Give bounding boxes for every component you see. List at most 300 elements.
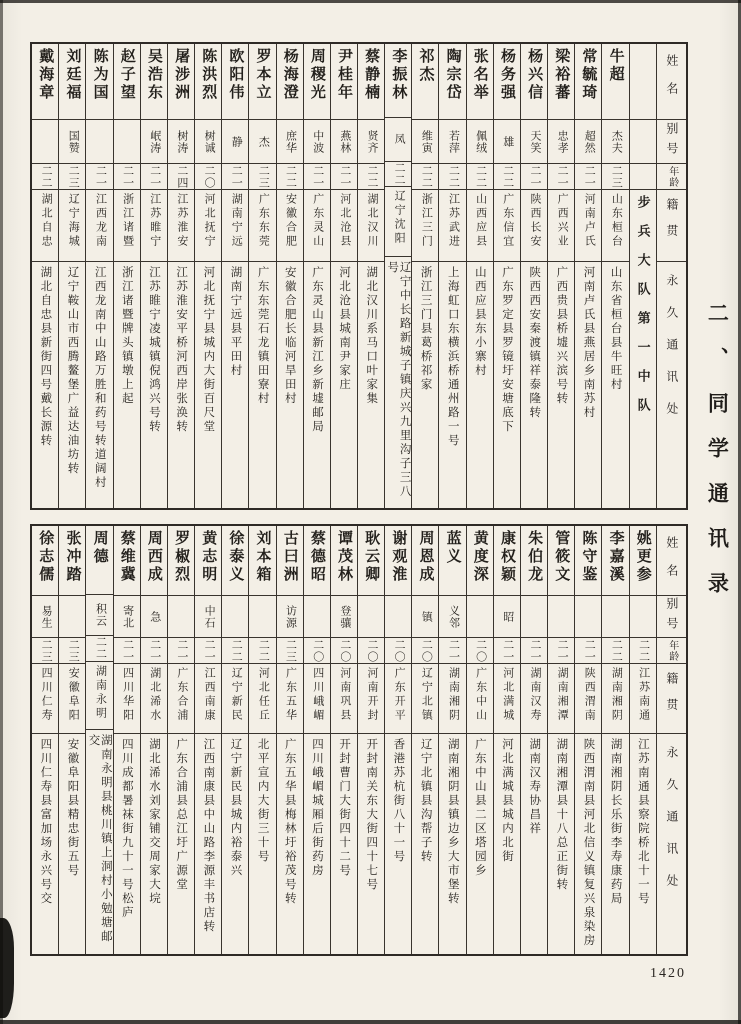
entry-alias [548,596,574,638]
entry-address-text: 陕西渭南县河北信义镇复兴泉染房 [582,738,595,948]
entry-age-text: 二〇 [474,638,487,663]
entry-native-place [222,664,248,734]
entry-native-place-text: 安徽合肥 [284,193,297,249]
entry-native-place-text: 陕西长安 [528,193,541,249]
entry-column [330,526,357,954]
entry-name-text: 杨务强 [498,48,515,102]
entry-column [493,526,520,954]
entry-age-text: 二二 [420,164,433,189]
entry-age-text: 二〇 [338,638,351,663]
entry-address [467,734,493,954]
entry-alias [439,596,465,638]
entry-alias [222,596,248,638]
entry-address-text: 湖南湘潭县十八总正街转 [555,738,568,892]
entry-native-place-text: 湖南永明 [94,664,107,721]
entry-address [331,262,357,508]
entry-native-place-text: 河北任丘 [257,667,270,723]
entry-native-place-text: 四川峨嵋 [311,667,324,723]
entry-name-text: 李振林 [390,48,407,102]
entry-column [303,44,330,508]
entry-alias [467,596,493,638]
entry-age-text: 二一 [148,638,161,663]
entry-address [195,262,221,508]
entry-native-place [412,190,438,262]
entry-address [548,734,574,954]
entry-age [494,164,520,190]
entry-native-place [358,664,384,734]
entry-age [195,638,221,664]
entry-address-text: 安徽合肥长临河旱田村 [283,266,296,406]
entry-age [385,162,411,187]
top-table [30,42,688,510]
entry-column [384,44,411,508]
header-name-label: 姓名 [664,54,679,110]
entry-native-place-text: 浙江三门 [420,193,433,249]
entry-age-text: 二三 [67,638,80,663]
entry-column [547,44,574,508]
entry-alias [86,595,112,636]
entry-column [85,44,112,508]
entry-address [195,734,221,954]
entry-alias [114,120,140,164]
entry-name [32,44,58,120]
entry-column [248,526,275,954]
entry-alias-text: 易生 [40,604,53,629]
entry-column [113,44,140,508]
entry-native-place-text: 江苏淮安 [175,193,188,249]
entry-age-text: 二二 [501,164,514,189]
entry-address-text: 陕西西安秦渡镇祥泰隆转 [528,266,541,420]
entry-address-text: 广东罗定县罗镜圩安塘底下 [501,266,514,434]
entry-native-place [467,664,493,734]
entry-name [358,526,384,596]
scan-artifact-left-edge [0,0,3,1024]
entry-name [331,44,357,120]
entry-address-text: 辽宁中长路新城子镇庆兴九里沟子三八号 [386,261,411,500]
entry-age [304,164,330,190]
entry-address-text: 江苏南通县察院桥北十一号 [636,738,649,906]
entry-native-place [548,190,574,262]
entry-name-text: 徐志儒 [37,530,54,584]
entry-age [304,638,330,664]
entry-name-text: 梁裕蕃 [553,48,570,102]
entry-native-place [32,664,58,734]
entry-age-text: 二一 [556,638,569,663]
entry-native-place-text: 广东合浦 [175,667,188,723]
header-age-label: 年龄 [666,165,678,188]
entry-name-text: 周恩成 [417,530,434,584]
entry-name [439,526,465,596]
entry-name [602,44,628,120]
entry-alias [168,596,194,638]
entry-column [520,44,547,508]
entry-alias [304,120,330,164]
entry-alias-text: 静 [230,135,243,148]
entry-age-text: 二一 [338,164,351,189]
entry-name [277,526,303,596]
entry-age-text: 二一 [311,164,324,189]
entry-alias [249,120,275,164]
entry-name-text: 黄志明 [200,530,217,584]
entry-alias-text: 登骧 [338,604,351,629]
entry-alias-text: 佩绒 [474,129,487,154]
entry-name [575,44,601,120]
entry-native-place-text: 广东五华 [284,667,297,723]
entry-address-text: 河南卢氏县燕居乡南苏村 [582,266,595,420]
entry-age-text: 二一 [528,164,541,189]
entry-age [575,638,601,664]
entry-native-place [331,664,357,734]
entry-native-place-text: 山东桓台 [610,193,623,249]
unit-empty-cell [630,164,656,190]
entry-alias-text: 岷涛 [148,129,161,154]
scan-artifact-blob [0,918,14,1018]
entry-age [412,638,438,664]
entry-age [521,638,547,664]
entry-age-text: 二〇 [311,638,324,663]
entry-address-text: 广东东莞石龙镇田寮村 [256,266,269,406]
entry-address [86,730,112,954]
entry-alias [32,596,58,638]
entry-alias [249,596,275,638]
entry-native-place [222,190,248,262]
entry-age-text: 二一 [501,638,514,663]
entry-age-text: 二一 [94,164,107,189]
unit-heading: 步兵大队第一中队 [635,195,651,427]
entry-native-place-text: 江西龙南 [94,193,107,249]
entry-name-text: 周德 [91,530,108,566]
entry-age-text: 二〇 [393,638,406,663]
entry-name [86,526,112,595]
entry-native-place-text: 江苏武进 [447,193,460,249]
entry-age [249,638,275,664]
entry-native-place [358,190,384,262]
entry-native-place-text: 河南巩县 [338,667,351,723]
entry-address-text: 山东省桓台县牛旺村 [609,266,622,392]
header-age-cell [657,164,686,190]
entry-native-place [86,190,112,262]
entry-address [304,734,330,954]
entry-alias [114,596,140,638]
bottom-column-headers [656,526,686,954]
entry-age-text: 二三 [67,164,80,189]
entry-native-place [439,190,465,262]
entry-address [222,262,248,508]
entry-alias [277,120,303,164]
entry-native-place [168,664,194,734]
entry-address-text: 北平宣内大街三十号 [256,738,269,864]
entry-alias [412,596,438,638]
entry-address [467,262,493,508]
entry-native-place-text: 广东开平 [393,667,406,723]
entry-name-text: 罗椒烈 [173,530,190,584]
entry-age [168,164,194,190]
entry-address-text: 湖北自忠县新街四号戴长源转 [39,266,52,448]
entry-age-text: 二〇 [203,164,216,189]
entry-address [439,734,465,954]
entry-age [114,638,140,664]
entry-name-text: 杨海澄 [281,48,298,102]
entry-age-text: 二〇 [366,638,378,663]
entry-column [32,44,58,508]
entry-name [521,44,547,120]
header-native-place-label: 籍贯 [664,672,679,724]
entry-alias [59,596,85,638]
entry-alias-text: 杰 [257,135,270,148]
entry-name-text: 谢观淮 [390,530,407,584]
entry-alias-text: 中石 [203,604,216,629]
entry-age [521,164,547,190]
entry-name-text: 谭茂林 [336,530,352,584]
entry-name-text: 黄度深 [471,530,488,584]
entry-age [331,638,357,664]
entry-address [114,262,140,508]
entry-alias [494,596,520,638]
entry-address [412,262,438,508]
entry-alias [602,596,628,638]
entry-alias [222,120,248,164]
entry-alias [548,120,574,164]
entry-name [521,526,547,596]
header-age-cell [657,638,686,664]
entry-native-place [195,664,221,734]
entry-column [221,44,248,508]
entry-name-text: 张名举 [471,48,488,102]
entry-address [548,262,574,508]
entry-address [304,262,330,508]
entry-age [494,638,520,664]
entry-address [32,734,58,954]
entry-age-text: 二二 [474,164,487,189]
entry-native-place-text: 山西应县 [474,193,487,249]
entry-alias-text: 凤 [393,133,406,146]
entry-native-place-text: 辽宁北镇 [420,667,433,723]
entry-address-text: 浙江诸暨牌头镇墩上起 [120,266,133,406]
entry-native-place [331,190,357,262]
entry-name-text: 蔡静楠 [363,48,380,102]
entry-alias-text: 积云 [94,602,107,627]
entry-column [601,526,628,954]
entry-address [59,734,85,954]
entry-alias-text: 树诚 [203,129,216,154]
entry-address-text: 广东合浦县总江圩广源堂 [175,738,188,892]
entry-native-place [86,662,112,731]
scan-artifact-top-edge [0,0,741,3]
entry-native-place-text: 辽宁海城 [67,193,80,249]
unit-empty-cell [630,120,656,164]
entry-name-text: 徐泰义 [227,530,244,584]
entry-age [249,164,275,190]
entry-column [493,44,520,508]
entry-address [32,262,58,508]
entry-name-text: 蔡维冀 [118,530,135,584]
entry-name-text: 张冲踏 [64,530,81,584]
entry-name [141,44,167,120]
entry-native-place-text: 河北沧县 [338,193,351,249]
bottom-table [30,524,688,956]
entry-native-place-text: 湖南汉寿 [528,667,541,723]
entry-name [195,44,221,120]
entry-age-text: 二一 [203,638,216,663]
entry-age [385,638,411,664]
entry-age [358,164,384,190]
entry-native-place-text: 广东东莞 [257,193,270,249]
entry-column [167,526,194,954]
header-name-label: 姓名 [664,536,679,592]
entry-address [59,262,85,508]
entry-age [32,164,58,190]
entry-native-place [59,664,85,734]
entry-column [629,526,656,954]
entry-name-text: 陈为国 [91,48,108,102]
entry-alias-text: 天笑 [528,129,541,154]
entry-native-place-text: 安徽阜阳 [67,667,80,723]
entry-age [331,164,357,190]
entry-address-text: 河北沧县城南尹家庄 [338,266,351,392]
header-native-place-cell [657,190,686,262]
entry-age [141,638,167,664]
entry-alias [494,120,520,164]
entry-age [467,164,493,190]
entry-address [86,262,112,508]
entry-address-text: 河北满城县城内北街 [501,738,514,864]
entry-age-text: 二二 [284,164,297,189]
entry-name-text: 罗本立 [254,48,271,102]
entry-address-text: 四川峨嵋城厢后街药房 [310,738,323,878]
entry-alias [521,120,547,164]
entry-alias [630,596,656,638]
entry-native-place-text: 江苏睢宁 [148,193,161,249]
entry-native-place [602,190,628,262]
entry-alias [358,596,384,638]
entry-native-place [249,664,275,734]
entry-alias-text: 雄 [501,135,514,148]
entry-native-place-text: 浙江诸暨 [121,193,134,249]
entry-address-text: 四川成都暑袜街九十一号松庐 [120,738,133,920]
entry-column [58,526,85,954]
entry-name [385,526,411,596]
header-alias-cell [657,120,686,164]
entry-age-text: 二三 [610,164,623,189]
entry-name [168,526,194,596]
entry-native-place [304,664,330,734]
entry-native-place [277,664,303,734]
entry-age [114,164,140,190]
entry-address-text: 湖南宁远县平田村 [229,266,242,378]
entry-column [330,44,357,508]
entry-name [575,526,601,596]
entry-native-place [59,190,85,262]
entry-address-text: 河北抚宁县城内大街百尺堂 [202,266,215,434]
entry-name [249,44,275,120]
entry-address-text: 开封曹门大街四十二号 [338,738,351,878]
entry-column [221,526,248,954]
entry-alias [412,120,438,164]
entry-native-place [32,190,58,262]
entry-age-text: 二一 [121,638,134,663]
entry-native-place-text: 河南卢氏 [583,193,596,249]
entry-age-text: 二一 [583,638,596,663]
entry-address [222,734,248,954]
entry-column [58,44,85,508]
entry-column [357,526,384,954]
entry-address [277,734,303,954]
entry-name-text: 李嘉溪 [607,530,624,584]
header-address-label: 永久通讯处 [664,274,679,434]
entry-native-place-text: 河北抚宁 [203,193,216,249]
entry-age [439,638,465,664]
entry-age [86,636,112,662]
entry-native-place [385,187,411,258]
entry-age-text: 二一 [121,164,134,189]
entry-native-place [575,664,601,734]
entry-alias [331,596,357,638]
header-address-cell [657,262,686,508]
entry-name [358,44,384,120]
header-alias-label: 别号 [664,121,679,162]
entry-column [303,526,330,954]
entry-address-text: 广西贵县桥墟兴滨号转 [555,266,568,406]
entry-alias-text: 急 [148,610,161,623]
entry-name [494,44,520,120]
entry-native-place [304,190,330,262]
entry-address [249,262,275,508]
entry-name [439,44,465,120]
entry-address [521,262,547,508]
entry-address [494,262,520,508]
entry-column [32,526,58,954]
header-alias-label: 别号 [664,596,679,637]
entry-address-text: 江苏睢宁凌城镇倪鸿兴号转 [148,266,161,434]
header-native-place-label: 籍贯 [664,198,679,250]
entry-column [384,526,411,954]
entry-native-place-text: 湖南湘阴 [447,667,460,723]
entry-address-text: 四川仁寿县富加场永兴号交 [39,738,52,906]
entry-address-text: 安徽阜阳县精忠街五号 [66,738,79,878]
entry-age [277,638,303,664]
entry-column [574,526,601,954]
entry-alias-text: 忠孝 [556,129,569,154]
entry-column [357,44,384,508]
entry-name [277,44,303,120]
entry-name-text: 刘本箱 [254,530,271,584]
entry-native-place [548,664,574,734]
entry-address [412,734,438,954]
entry-native-place-text: 江西南康 [203,667,216,723]
entry-age [602,638,628,664]
entry-native-place [494,190,520,262]
entry-address-text: 广东中山县二区塔园乡 [473,738,486,878]
entry-age [439,164,465,190]
header-address-label: 永久通讯处 [664,746,679,906]
entry-age-text: 二二 [366,164,378,189]
page-number: 1420 [650,966,686,981]
entry-age-text: 二一 [447,638,460,663]
entry-name-text: 吴浩东 [145,48,162,102]
entry-name-text: 蓝义 [444,530,461,566]
entry-age [277,164,303,190]
unit-heading-cell [630,190,656,508]
entry-native-place [114,664,140,734]
entry-age [630,638,656,664]
entry-age [141,164,167,190]
entry-alias [467,120,493,164]
entry-native-place [195,190,221,262]
entry-age [32,638,58,664]
entry-name [222,526,248,596]
entry-alias [439,120,465,164]
entry-name [86,44,112,120]
